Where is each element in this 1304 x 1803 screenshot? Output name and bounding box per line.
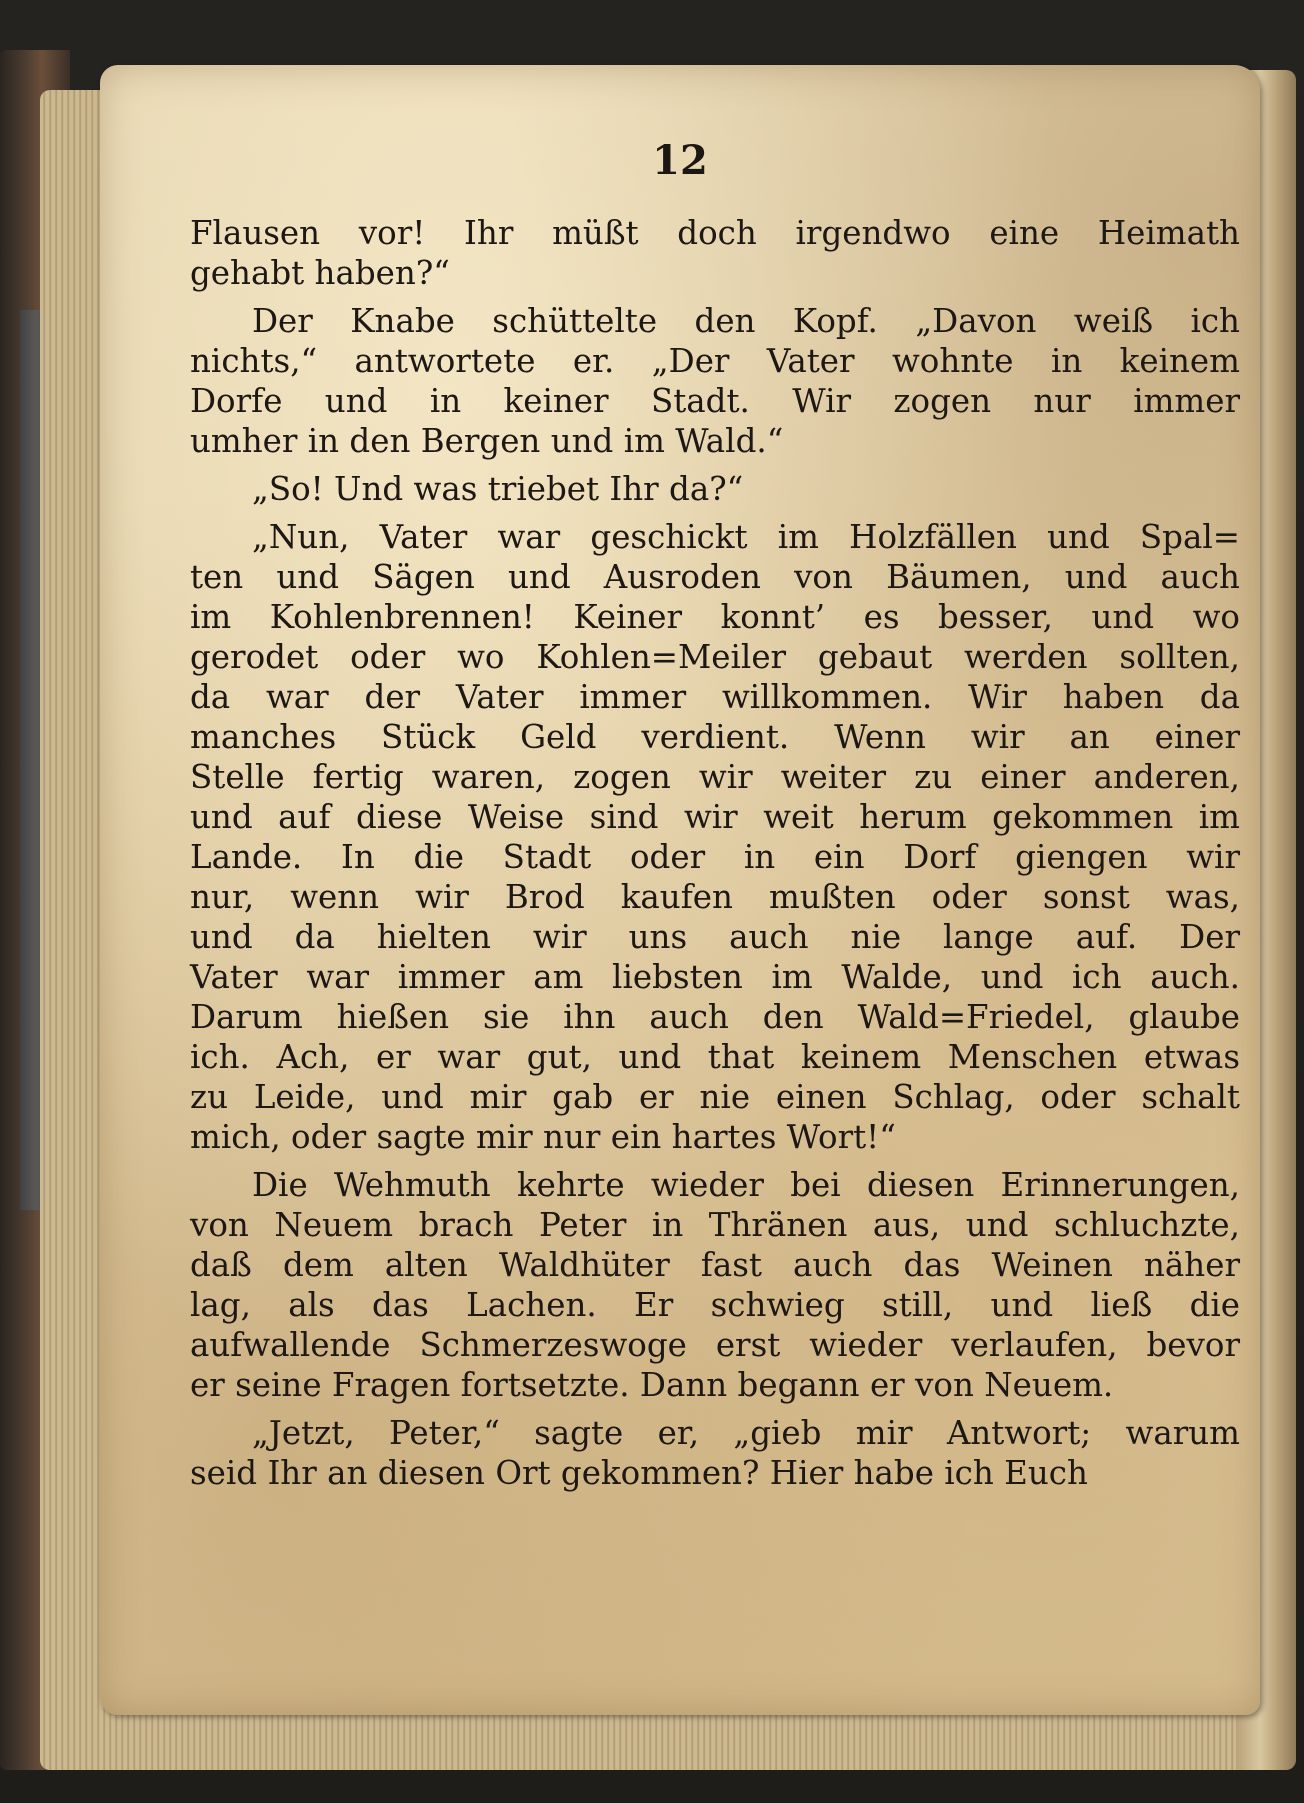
paragraph (190, 213, 1240, 293)
text-line: nichts,“ antwortete er. „Der Vater wohnte in keinem (190, 342, 1240, 380)
text-line: da war der Vater immer willkommen. Wir haben da (190, 678, 1240, 716)
text-line: ich. Ach, er war gut, und that keinem Menschen etwas (190, 1038, 1240, 1076)
text-line: er seine Fragen fortsetzte. Dann begann er von Neuem. (190, 1366, 1114, 1404)
text-line: Der Knabe schüttelte den Kopf. „Davon weiß ich (252, 302, 1240, 340)
text-line: aufwallende Schmerzeswoge erst wieder verlaufen, bevor (190, 1326, 1240, 1364)
page-text (190, 213, 1240, 1493)
text-line: gerodet oder wo Kohlen=Meiler gebaut werden sollten, (190, 638, 1240, 676)
paragraph (190, 517, 1240, 1157)
paragraph (190, 301, 1240, 461)
text-line: manches Stück Geld verdient. Wenn wir an einer (190, 718, 1240, 756)
text-line: daß dem alten Waldhüter fast auch das Weinen näher (190, 1246, 1240, 1284)
text-line: „So! Und was triebet Ihr da?“ (252, 470, 744, 508)
text-line: „Nun, Vater war geschickt im Holzfällen und Spal= (252, 518, 1240, 556)
text-line: „Jetzt, Peter,“ sagte er, „gieb mir Antwort; warum (252, 1414, 1240, 1452)
text-line: umher in den Bergen und im Wald.“ (190, 422, 784, 460)
text-line: seid Ihr an diesen Ort gekommen? Hier habe ich Euch (190, 1454, 1088, 1492)
text-line: und auf diese Weise sind wir weit herum gekommen im (190, 798, 1240, 836)
book-page (100, 65, 1260, 1715)
text-line: Die Wehmuth kehrte wieder bei diesen Erinnerungen, (252, 1166, 1240, 1204)
paragraph (190, 1165, 1240, 1405)
text-line: Lande. In die Stadt oder in ein Dorf giengen wir (190, 838, 1240, 876)
text-line: zu Leide, und mir gab er nie einen Schlag, oder schalt (190, 1078, 1240, 1116)
text-line: Flausen vor! Ihr müßt doch irgendwo eine Heimath (190, 214, 1240, 252)
text-line: im Kohlenbrennen! Keiner konnt’ es besser, und wo (190, 598, 1240, 636)
page-number: 12 (652, 137, 708, 184)
text-line: Dorfe und in keiner Stadt. Wir zogen nur immer (190, 382, 1240, 420)
text-line: Vater war immer am liebsten im Walde, und ich auch. (190, 958, 1240, 996)
paragraph (190, 469, 1240, 509)
text-line: Darum hießen sie ihn auch den Wald=Friedel, glaube (190, 998, 1240, 1036)
text-line: und da hielten wir uns auch nie lange auf. Der (190, 918, 1240, 956)
text-line: lag, als das Lachen. Er schwieg still, und ließ die (190, 1286, 1240, 1324)
text-line: von Neuem brach Peter in Thränen aus, und schluchzte, (190, 1206, 1240, 1244)
text-line: mich, oder sagte mir nur ein hartes Wort!“ (190, 1118, 896, 1156)
text-line: Stelle fertig waren, zogen wir weiter zu einer anderen, (190, 758, 1240, 796)
paragraph (190, 1413, 1240, 1493)
text-line: gehabt haben?“ (190, 254, 450, 292)
text-line: ten und Sägen und Ausroden von Bäumen, und auch (190, 558, 1240, 596)
text-line: nur, wenn wir Brod kaufen mußten oder sonst was, (190, 878, 1240, 916)
